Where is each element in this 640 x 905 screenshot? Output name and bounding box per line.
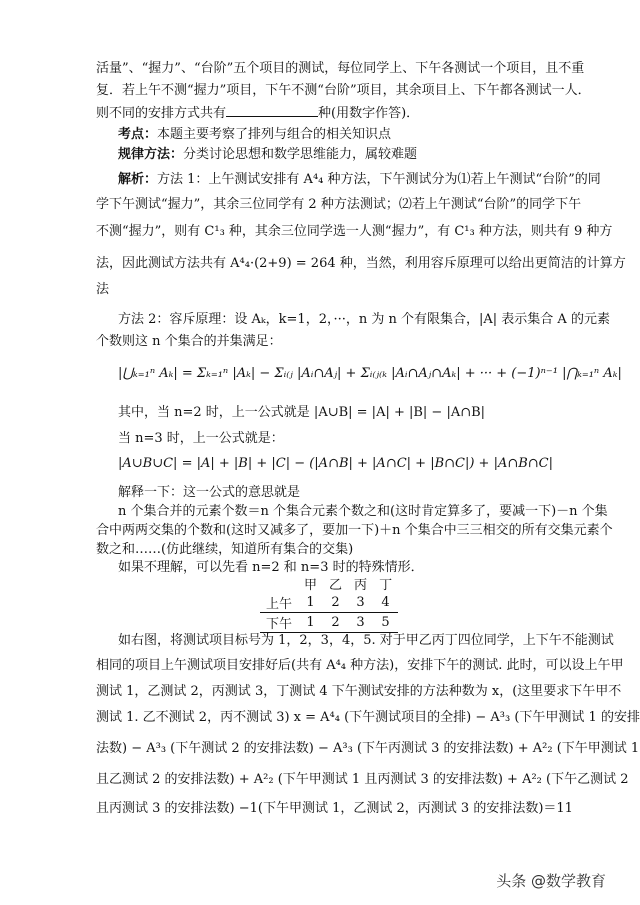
table-header-cell: 乙 [329,578,343,593]
explain-intro: 解释一下：这一公式的意思就是 [118,485,301,500]
table-cell: 3 [356,595,365,610]
kaodian-line [118,126,588,144]
jiexi-line-2: 学下午测试“握力”，其余三位同学有 2 种方法测试；⑵若上午测试“台阶”的同学下午 [96,197,582,212]
table-header-cell: 甲 [304,578,318,593]
jiexi-line-4: 法，因此测试方法共有 A⁴₄·(2+9) = 264 种，当然，利用容斥原理可以给出更简洁的计算方 [96,256,626,271]
table-cell: 1 [306,595,315,610]
method2-line-2: 个数则这 n 个集合的并集满足： [96,334,282,349]
jiexi-line-3: 不测“握力”，则有 C¹₃ 种，其余三位同学选一人测“握力”，有 C¹₃ 种方法，则共有 9 种方 [96,224,613,239]
guilv-label: 规律方法： [118,147,184,162]
explain-line-3: 数之和……(仿此继续，知道所有集合的交集) [96,542,354,557]
row-label-pm: 下午 [260,613,298,633]
para-line-4: 测试 1. 乙不测试 2，丙不测试 3) x = A⁴₄ (下午测试项目的全排) − A³₃ (下午甲测试 1 的安排 [96,710,640,725]
n3-formula: |A∪B∪C| = |A| + |B| + |C| − (|A∩B| + |A∩C| + |B∩C|) + |A∩B∩C| [118,456,554,471]
problem-line-3-tail: 种(用数字作答)． [318,106,420,121]
table-cell: 5 [373,613,398,633]
table-cell: 3 [348,613,373,633]
explain-line-4: 如果不理解，可以先看 n=2 和 n=3 时的特殊情形． [118,560,424,575]
kaodian-text: 本题主要考察了排列与组合的相关知识点 [157,127,392,142]
kaodian-label: 考点： [118,127,158,142]
para-line-6: 且乙测试 2 的安排法数) + A²₂ (下午甲测试 1 且丙测试 3 的安排法数) + A²₂ (下午乙测试 2 [96,772,629,787]
para-line-1: 如右图，将测试项目标号为 1，2，3，4，5. 对于甲乙丙丁四位同学，上下午不能测试 [118,633,614,648]
problem-line-3 [96,104,566,123]
para-line-7: 且丙测试 3 的安排法数) −1(下午甲测试 1，乙测试 2，丙测试 3 的安排法数)＝11 [96,801,573,816]
table-cell: 1 [298,613,323,633]
para-line-2: 相同的项目上午测试项目安排好后(共有 A⁴₄ 种方法)，安排下午的测试. 此时，可以设上午甲 [96,658,624,673]
guilv-line [118,146,588,164]
para-line-5: 法数) − A³₃ (下午测试 2 的安排法数) − A³₃ (下午丙测试 3 的安排法数) + A²₂ (下午甲测试 1 [96,741,640,756]
jiexi-text-1: 方法 1：上午测试安排有 A⁴₄ 种方法，下午测试分为⑴若上午测试“台阶”的同 [157,172,601,187]
table-cell: 2 [323,613,348,633]
problem-line-1: 活量”、“握力”、“台阶”五个项目的测试，每位同学上、下午各测试一个项目，且不重 [96,61,585,76]
watermark: 头条 @数学教育 [496,872,606,890]
explain-line-2: 合中两两交集的个数和(这时又减多了，要加一下)＋n 个集合中三三相交的所有交集元素个 [96,523,613,538]
n2-formula-line: 其中，当 n=2 时，上一公式就是 |A∪B| = |A| + |B| − |A∩B| [118,405,486,420]
jiexi-line-5: 法 [96,282,110,297]
table-corner [260,574,298,593]
table-row-pm [260,613,398,633]
para-line-3: 测试 1，乙测试 2，丙测试 3，丁测试 4 下午测试安排的方法种数为 x，(这里要求下午甲不 [96,684,622,699]
inclusion-exclusion-formula: |⋃ₖ₌₁ⁿ Aₖ| = Σₖ₌₁ⁿ |Aₖ| − Σᵢ₍ⱼ |Aᵢ∩Aⱼ| + Σᵢ₍ⱼ₍ₖ |Aᵢ∩Aⱼ∩Aₖ| + ··· + (−1)ⁿ⁻¹ |⋂ₖ₌₁ⁿ Aₖ| [118,366,622,381]
table-header-cell: 丁 [379,578,393,593]
table-header-cell: 丙 [354,578,368,593]
problem-line-2: 复．若上午不测“握力”项目，下午不测“台阶”项目，其余项目上、下午都各测试一人． [96,83,591,98]
n3-intro-line: 当 n=3 时，上一公式就是： [118,431,284,446]
guilv-text: 分类讨论思想和数学思维能力，属较难题 [183,147,418,162]
table-row-am [260,593,398,613]
table-cell: 2 [331,595,340,610]
table-cell: 4 [381,595,390,610]
method2-line-1: 方法 2：容斥原理：设 Aₖ，k=1，2，···，n 为 n 个有限集合，|A| 表示集合 A 的元素 [118,312,610,327]
problem-line-3-text: 则不同的安排方式共有 [96,106,227,121]
table-header-row [260,574,398,593]
jiexi-line-1 [118,171,601,189]
jiexi-label: 解析： [118,172,158,187]
answer-blank [226,104,318,117]
row-label-am: 上午 [266,597,293,612]
assignment-table [260,574,398,633]
explain-line-1: n 个集合并的元素个数＝n 个集合元素个数之和(这时肯定算多了，要减一下)－n 个集 [118,504,608,519]
